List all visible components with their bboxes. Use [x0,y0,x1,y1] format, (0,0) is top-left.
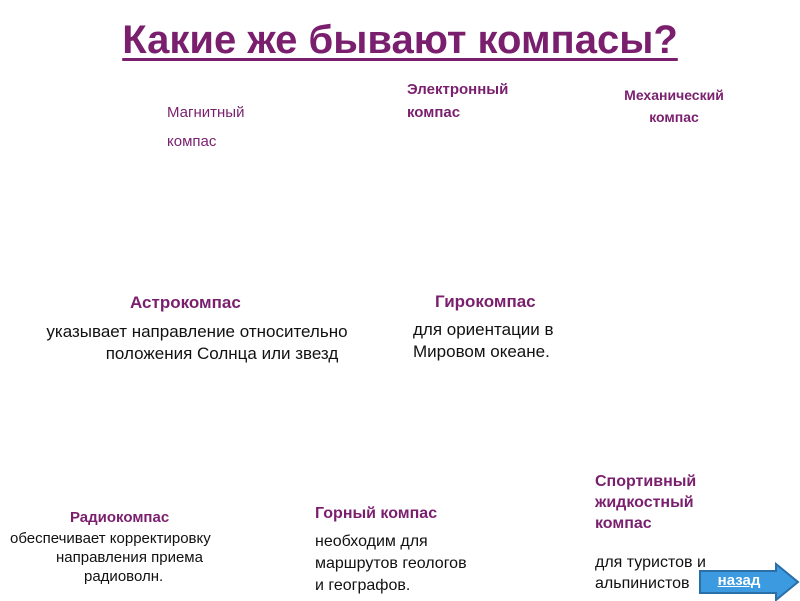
mountain-compass-desc-line-1: необходим для [315,533,428,550]
astrocompass-heading: Астрокомпас [130,293,241,312]
mountain-compass-heading: Горный компас [315,505,438,522]
gyrocompass-description [413,319,554,363]
radiocompass-desc-line-1: обеспечивает корректировку [10,530,211,547]
sport-compass-heading-line-3: компас [595,515,652,532]
sport-compass-heading [595,471,696,534]
sport-compass-heading-line-2: жидкостный [595,494,694,511]
sport-compass-heading-line-1: Спортивный [595,473,697,490]
mountain-compass-desc-line-3: и географов. [315,577,411,594]
gyrocompass-heading: Гирокомпас [435,292,536,311]
page-title: Какие же бывают компасы? [122,18,678,62]
mechanical-compass-line-2: компас [649,109,699,125]
magnetic-compass-label [167,100,244,154]
magnetic-compass-line-1: Магнитный [167,104,245,121]
back-button-label: назад [717,572,761,589]
radiocompass-description [10,529,270,586]
astrocompass-desc-line-2: положения Солнца или звезд [105,344,339,363]
sport-compass-description [595,552,706,594]
gyrocompass-desc-line-1: для ориентации в [413,320,554,339]
magnetic-compass-line-2: компас [167,133,217,150]
electronic-compass-label [407,78,508,124]
back-button[interactable] [698,563,800,601]
mountain-compass-description [315,531,467,597]
electronic-compass-line-2: компас [407,104,461,121]
radiocompass-desc-line-2: направления приема [56,549,203,566]
electronic-compass-line-1: Электронный [407,81,509,98]
mountain-compass-desc-line-2: маршрутов геологов [315,555,467,572]
mechanical-compass-line-1: Механический [624,87,724,103]
gyrocompass-desc-line-2: Мировом океане. [413,342,550,361]
sport-compass-desc-line-1: для туристов и [595,554,706,571]
astrocompass-description [12,321,382,365]
sport-compass-desc-line-2: альпинистов [595,575,690,592]
mechanical-compass-label [604,84,744,128]
radiocompass-desc-line-3: радиоволн. [84,568,164,585]
radiocompass-heading: Радиокомпас [70,509,170,526]
astrocompass-desc-line-1: указывает направление относительно [46,322,348,341]
